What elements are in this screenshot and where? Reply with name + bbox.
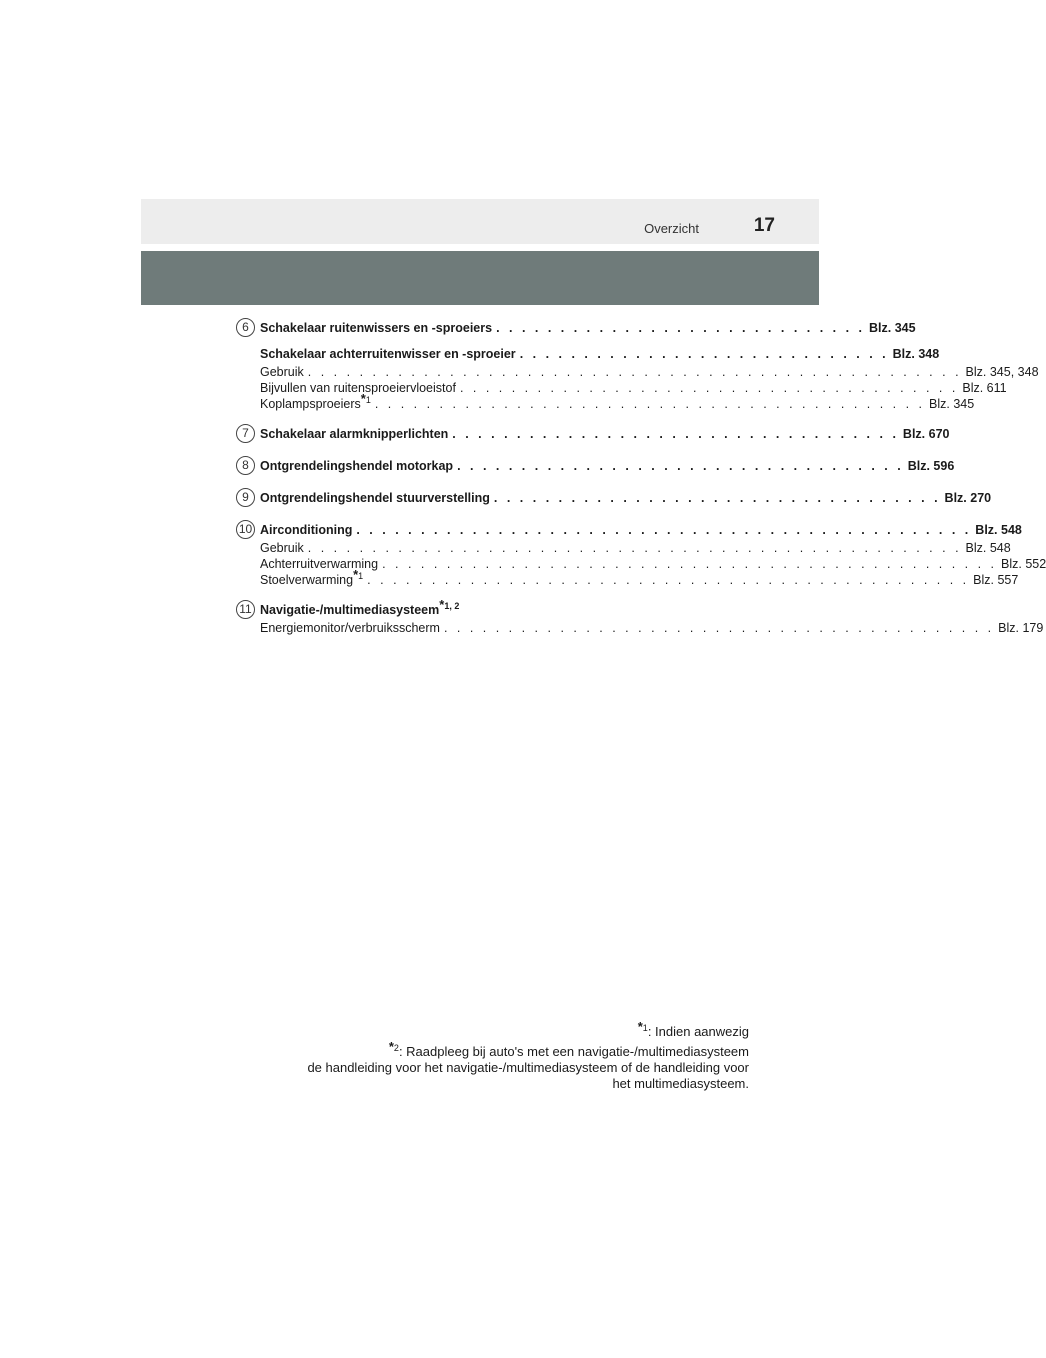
index-subrow[interactable] [260, 390, 975, 412]
item-label: Gebruik [260, 365, 304, 379]
item-label: Schakelaar achterruitenwisser en -sproeier [260, 347, 516, 361]
number-badge-10: 10 [236, 520, 255, 539]
index-row[interactable] [260, 488, 992, 508]
leader-dots: . . . . . . . . . . . . . . . . . . . . . . . . . . . . . . . . . . . . . . . . . . . . . . . . . . . [307, 365, 962, 379]
footnote-text: de handleiding voor het navigatie-/multimediasysteem of de handleiding voor [307, 1060, 749, 1075]
number-badge-11: 11 [236, 600, 255, 619]
footnote-marker [353, 566, 364, 582]
page-reference: Blz. 557 [973, 573, 1019, 587]
footnote-number: 1 [642, 1022, 648, 1033]
footnote-number: 2 [393, 1042, 399, 1053]
leader-dots: . . . . . . . . . . . . . . . . . . . . . . . . . . . . . [519, 347, 889, 361]
leader-dots: . . . . . . . . . . . . . . . . . . . . . . . . . . . . . . . . . . . . . . . . . . . . . . . . [382, 557, 998, 571]
section-banner [141, 251, 819, 305]
entry-sub-items [260, 364, 1039, 412]
footnote-text: : Raadpleeg bij auto's met een navigatie-/multimediasysteem [398, 1044, 749, 1059]
item-label [260, 390, 371, 412]
item-label: Ontgrendelingshendel stuurverstelling [260, 491, 490, 505]
entry-main-items [260, 318, 940, 364]
leader-dots: . . . . . . . . . . . . . . . . . . . . . . . . . . . . . . . . . . . [493, 491, 941, 505]
entry-sub-items [260, 620, 1044, 636]
footnote-star: * [360, 390, 366, 406]
page-reference: Blz. 270 [944, 491, 992, 505]
index-entry-11 [236, 596, 1044, 636]
index-subrow[interactable] [260, 566, 1019, 588]
index-list [236, 318, 1046, 636]
index-entry-7 [236, 424, 950, 444]
number-badge-8: 8 [236, 456, 255, 475]
item-label-text: Navigatie-/multimediasysteem [260, 603, 440, 617]
footnote-marker [439, 596, 460, 612]
index-row[interactable] [260, 344, 940, 364]
item-label [260, 596, 460, 620]
item-label: Energiemonitor/verbruiksscherm [260, 621, 440, 635]
footnote-star: * [439, 596, 445, 612]
index-row[interactable] [260, 424, 950, 444]
footnote-number: 1, 2 [444, 600, 460, 611]
index-entry-9 [236, 488, 992, 508]
index-subrow[interactable] [260, 364, 1039, 380]
item-label: Schakelaar ruitenwissers en -sproeiers [260, 321, 493, 335]
leader-dots: . . . . . . . . . . . . . . . . . . . . . . . . . . . . . . . . . . . . . . . . . . . [443, 621, 995, 635]
index-subrow[interactable] [260, 556, 1046, 572]
item-label: Gebruik [260, 541, 304, 555]
page-header [141, 199, 819, 244]
footnote-star: * [637, 1018, 643, 1034]
footnote-marker [388, 1038, 399, 1054]
item-label: Achterruitverwarming [260, 557, 379, 571]
index-row[interactable] [260, 456, 955, 476]
page-reference: Blz. 670 [902, 427, 950, 441]
leader-dots: . . . . . . . . . . . . . . . . . . . . . . . . . . . . . . . . . . . [452, 427, 899, 441]
page-reference: Blz. 345, 348 [965, 365, 1039, 379]
index-entry-8 [236, 456, 955, 476]
item-label: Bijvullen van ruitensproeiervloeistof [260, 381, 456, 395]
item-label: Ontgrendelingshendel motorkap [260, 459, 454, 473]
page-reference: Blz. 345 [869, 321, 916, 335]
leader-dots: . . . . . . . . . . . . . . . . . . . . . . . . . . . . . . . . . . . . . . . [459, 381, 959, 395]
page-reference: Blz. 345 [929, 397, 975, 411]
footnote-star: * [353, 566, 359, 582]
item-label: Schakelaar alarmknipperlichten [260, 427, 449, 441]
entry-main-items [260, 456, 955, 476]
footnote-star: * [388, 1038, 394, 1054]
index-subrow[interactable] [260, 540, 1011, 556]
entry-main-items [260, 424, 950, 444]
entry-main-items [260, 596, 722, 620]
footnote-2 [229, 1038, 749, 1092]
footnote-marker [360, 390, 371, 406]
number-badge-9: 9 [236, 488, 255, 507]
number-badge-7: 7 [236, 424, 255, 443]
page-reference: Blz. 552 [1001, 557, 1046, 571]
page-number: 17 [753, 215, 775, 236]
section-title: Overzicht [644, 221, 699, 236]
leader-dots: . . . . . . . . . . . . . . . . . . . . . . . . . . . . . . . . . . . . . . . . . . . [374, 397, 926, 411]
index-entry-6 [236, 318, 1039, 412]
footnote-text: het multimediasysteem. [612, 1076, 749, 1091]
leader-dots: . . . . . . . . . . . . . . . . . . . . . . . . . . . . . [496, 321, 866, 335]
page-reference: Blz. 179 [998, 621, 1044, 635]
leader-dots: . . . . . . . . . . . . . . . . . . . . . . . . . . . . . . . . . . . . . . . . . . . . . . . . [356, 523, 972, 537]
entry-main-items [260, 488, 992, 508]
leader-dots: . . . . . . . . . . . . . . . . . . . . . . . . . . . . . . . . . . . [457, 459, 904, 473]
page-reference: Blz. 348 [892, 347, 940, 361]
index-entry-10 [236, 520, 1046, 588]
leader-dots: . . . . . . . . . . . . . . . . . . . . . . . . . . . . . . . . . . . . . . . . . . . . . . . . . . . [307, 541, 962, 555]
page-reference: Blz. 548 [965, 541, 1011, 555]
index-row[interactable] [260, 318, 916, 338]
item-label-text: Koplampsproeiers [260, 397, 361, 411]
number-badge-6: 6 [236, 318, 255, 337]
item-label-text: Stoelverwarming [260, 573, 354, 587]
footnote-text: : Indien aanwezig [647, 1024, 749, 1039]
index-subrow[interactable] [260, 380, 1007, 396]
footnote-number: 1 [365, 394, 371, 405]
index-subrow[interactable] [260, 620, 1044, 636]
footnote-number: 1 [358, 570, 364, 581]
leader-dots: . . . . . . . . . . . . . . . . . . . . . . . . . . . . . . . . . . . . . . . . . . . . . . . [367, 573, 970, 587]
entry-main-items [260, 520, 1022, 540]
item-label [260, 566, 364, 588]
index-row[interactable] [260, 596, 722, 620]
item-label: Airconditioning [260, 523, 353, 537]
footnote-1 [229, 1018, 749, 1040]
page-reference: Blz. 596 [907, 459, 955, 473]
footnote-marker [637, 1018, 648, 1034]
index-row[interactable] [260, 520, 1022, 540]
footnotes [229, 1018, 749, 1096]
page-reference: Blz. 611 [962, 381, 1007, 395]
entry-sub-items [260, 540, 1046, 588]
page-reference: Blz. 548 [975, 523, 1022, 537]
